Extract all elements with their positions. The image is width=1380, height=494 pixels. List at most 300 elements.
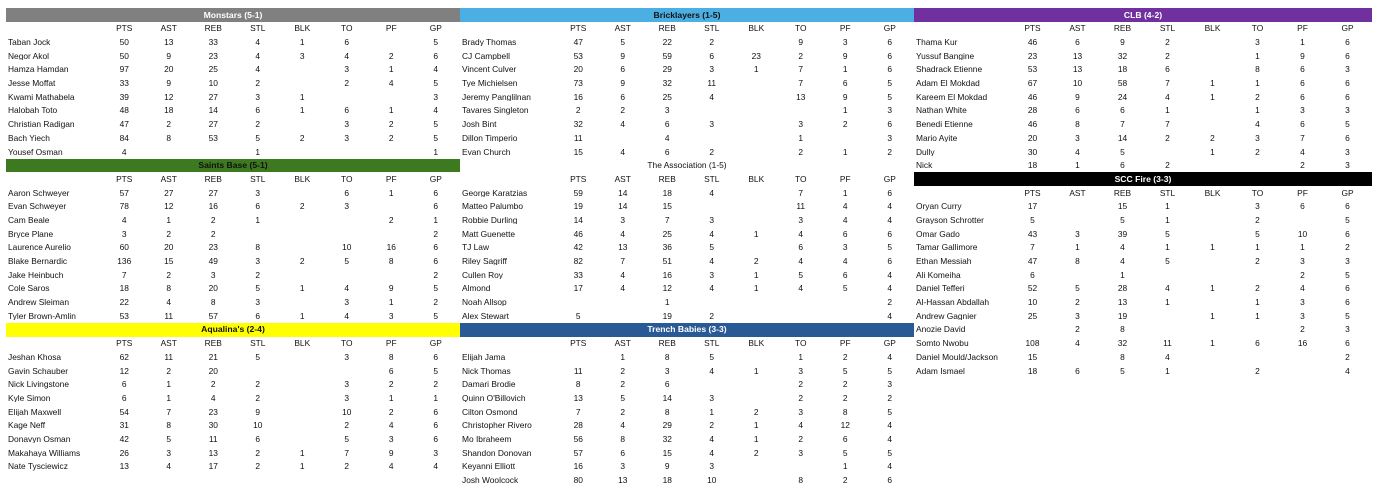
team-section-trench-babies-3-3 (460, 323, 914, 487)
player-row (914, 104, 1372, 118)
stat-blk: 2 (753, 407, 759, 416)
stat-pts: 47 (119, 120, 129, 129)
stat-to: 6 (344, 38, 350, 47)
player-row (460, 419, 914, 433)
team-section-bricklayers-1-5 (460, 8, 914, 159)
stat-to: 4 (798, 284, 804, 293)
player-name: Tyler Brown-Amlin (8, 311, 76, 321)
player-row (460, 254, 914, 268)
player-name: Ali Komeiha (916, 270, 961, 280)
stat-ast: 9 (166, 51, 172, 61)
stat-stl: 5 (255, 133, 261, 143)
stat-blk: 23 (751, 51, 761, 61)
stat-pts: 80 (573, 476, 583, 485)
stat-pf: 1 (388, 188, 394, 197)
stat-pf: 1 (388, 298, 394, 307)
player-row (6, 186, 460, 200)
stat-gp: 6 (433, 243, 439, 252)
stat-reb: 6 (664, 120, 670, 129)
stat-pts: 12 (119, 366, 129, 375)
stat-pts: 7 (575, 407, 581, 416)
player-row (460, 282, 914, 296)
player-row (460, 49, 914, 63)
stat-blk: 1 (753, 270, 759, 280)
header-stl: STL (250, 24, 266, 33)
header-to: TO (795, 339, 807, 348)
stat-to: 3 (1255, 133, 1260, 143)
stat-to: 6 (1255, 339, 1260, 348)
stat-ast: 9 (620, 79, 626, 88)
stat-gp: 3 (1345, 325, 1350, 334)
team-banner (914, 8, 1372, 22)
player-name: Dillon Timperio (462, 133, 518, 143)
stat-stl: 2 (255, 380, 261, 389)
stat-pf: 6 (842, 229, 848, 239)
stat-ast: 14 (618, 188, 628, 197)
player-row (460, 391, 914, 405)
stat-stl: 1 (1165, 215, 1170, 225)
stat-pts: 53 (119, 311, 129, 321)
stat-pts: 97 (119, 65, 129, 74)
stat-pf: 3 (1300, 298, 1305, 307)
stat-header-row (6, 172, 460, 186)
header-gp: GP (429, 24, 442, 33)
stat-reb: 4 (1120, 243, 1125, 252)
stat-reb: 6 (1120, 106, 1125, 115)
stat-pf: 2 (842, 393, 848, 403)
stat-pf: 3 (1300, 257, 1305, 266)
stat-pts: 11 (573, 366, 583, 375)
stat-blk: 1 (753, 65, 759, 74)
player-name: Tavares Singleton (462, 106, 529, 115)
stat-pf: 2 (1300, 161, 1305, 170)
header-pts: PTS (116, 339, 133, 348)
stat-reb: 25 (662, 92, 672, 102)
player-row (460, 350, 914, 364)
player-row (914, 350, 1372, 364)
player-name: Al-Hassan Abdallah (916, 298, 990, 307)
player-row (6, 282, 460, 296)
team-section-scc-fire-3-3 (914, 172, 1372, 377)
stat-ast: 7 (620, 257, 626, 266)
stat-ast: 2 (1075, 298, 1080, 307)
stat-ast: 1 (166, 380, 172, 389)
stat-to: 13 (796, 92, 806, 102)
stat-ast: 3 (1075, 229, 1080, 239)
stat-stl: 1 (1165, 202, 1170, 211)
player-name: Jesse Moffat (8, 79, 56, 88)
stat-pts: 19 (573, 202, 583, 211)
stat-pts: 46 (1027, 38, 1038, 47)
stat-ast: 6 (620, 65, 626, 74)
stat-gp: 2 (433, 380, 439, 389)
stat-pts: 7 (1030, 243, 1035, 252)
stat-pf: 4 (388, 79, 394, 88)
player-row (914, 35, 1372, 49)
stat-pts: 53 (573, 51, 583, 61)
stat-pf: 4 (842, 257, 848, 266)
player-name: Cilton Osmond (462, 407, 518, 416)
stat-stl: 5 (1165, 257, 1170, 266)
stat-pf: 3 (388, 311, 394, 321)
player-row (6, 364, 460, 378)
stat-pf: 2 (388, 120, 394, 129)
stat-to: 10 (342, 407, 352, 416)
stat-gp: 4 (887, 202, 893, 211)
player-name: Blake Bernardic (8, 257, 68, 266)
stat-stl: 5 (255, 284, 261, 293)
player-row (6, 200, 460, 214)
player-name: Keyanni Elliott (462, 462, 516, 471)
player-name: Josh Bint (462, 120, 497, 129)
player-name: Ethan Messiah (916, 257, 972, 266)
stat-pts: 52 (1027, 284, 1038, 293)
player-row (6, 391, 460, 405)
player-row (460, 473, 914, 487)
player-row (6, 268, 460, 282)
stat-stl: 3 (255, 92, 261, 102)
stat-pts: 56 (573, 434, 583, 444)
stat-pts: 13 (573, 393, 583, 403)
stat-pf: 6 (842, 270, 848, 280)
stat-stl: 2 (1165, 51, 1170, 61)
stat-ast: 2 (620, 380, 626, 389)
stat-gp: 6 (1345, 229, 1350, 239)
stat-stl: 4 (255, 51, 261, 61)
header-pts: PTS (116, 24, 133, 33)
stat-gp: 5 (1345, 215, 1350, 225)
stat-ast: 13 (618, 243, 628, 252)
stat-to: 4 (1255, 120, 1260, 129)
stat-reb: 29 (662, 421, 672, 430)
header-ast: AST (614, 174, 631, 184)
team-banner (6, 8, 460, 22)
stat-ast: 20 (164, 65, 174, 74)
stat-pf: 9 (842, 92, 848, 102)
stat-to: 1 (1255, 298, 1260, 307)
player-name: Evan Church (462, 147, 511, 156)
stat-stl: 4 (709, 434, 715, 444)
stat-pf: 3 (842, 38, 848, 47)
stat-blk: 1 (753, 434, 759, 444)
stat-ast: 6 (1075, 366, 1080, 375)
stat-pf: 1 (1300, 38, 1305, 47)
stat-to: 4 (798, 229, 804, 239)
stat-pts: 10 (1027, 298, 1038, 307)
stat-stl: 4 (709, 448, 715, 458)
stat-to: 8 (1255, 65, 1260, 74)
player-row (6, 446, 460, 460)
stat-reb: 8 (664, 352, 670, 362)
stat-pts: 11 (573, 133, 583, 143)
stat-pts: 6 (121, 393, 127, 403)
player-row (6, 131, 460, 145)
stat-pts: 4 (121, 215, 127, 225)
stat-stl: 5 (709, 243, 715, 252)
stat-pf: 5 (842, 366, 848, 375)
stat-gp: 2 (433, 270, 439, 280)
stat-pts: 20 (573, 65, 583, 74)
player-row (914, 268, 1372, 282)
stat-pf: 9 (842, 51, 848, 61)
header-reb: REB (658, 174, 676, 184)
stat-blk: 1 (299, 462, 305, 471)
player-row (6, 90, 460, 104)
header-pf: PF (839, 339, 851, 348)
stat-stl: 1 (1165, 106, 1170, 115)
stat-reb: 23 (208, 243, 218, 252)
stat-to: 2 (1255, 147, 1260, 156)
stat-ast: 8 (1075, 120, 1080, 129)
stat-reb: 2 (210, 229, 216, 239)
stat-to: 3 (798, 215, 804, 225)
stat-reb: 17 (208, 462, 218, 471)
team-name: Saints Base (5-1) (198, 160, 268, 171)
stat-reb: 3 (664, 366, 670, 375)
stat-to: 3 (344, 65, 350, 74)
stat-reb: 23 (208, 51, 218, 61)
stat-ast: 7 (166, 407, 172, 416)
stat-ast: 5 (620, 38, 626, 47)
player-name: Laurence Aurelio (8, 243, 71, 252)
stat-pf: 2 (1300, 270, 1305, 280)
stat-ast: 8 (166, 284, 172, 293)
stat-pf: 7 (1300, 133, 1305, 143)
stat-gp: 6 (433, 352, 439, 362)
stat-reb: 9 (664, 462, 670, 471)
stat-gp: 2 (433, 298, 439, 307)
header-to: TO (341, 174, 353, 184)
stat-ast: 3 (1075, 311, 1080, 321)
player-row (6, 35, 460, 49)
stat-reb: 36 (662, 243, 672, 252)
player-row (6, 432, 460, 446)
header-blk: BLK (294, 339, 311, 348)
stat-to: 7 (798, 79, 804, 88)
team-name: Aqualina's (2-4) (201, 324, 265, 335)
stat-gp: 6 (887, 38, 893, 47)
stat-pf: 1 (842, 462, 848, 471)
stat-reb: 13 (1117, 298, 1128, 307)
stat-ast: 4 (620, 270, 626, 280)
stat-pts: 28 (573, 421, 583, 430)
header-pf: PF (385, 339, 397, 348)
team-section-the-association-1-5 (460, 159, 914, 323)
player-name: Jeshan Khosa (8, 352, 62, 362)
header-stl: STL (704, 339, 720, 348)
player-name: Benedi Etienne (916, 120, 973, 129)
stat-reb: 16 (662, 270, 672, 280)
stat-reb: 53 (208, 133, 218, 143)
stat-gp: 6 (433, 188, 439, 197)
stat-gp: 4 (433, 462, 439, 471)
stat-ast: 9 (620, 51, 626, 61)
header-blk: BLK (748, 174, 765, 184)
stat-pf: 6 (1300, 120, 1305, 129)
stat-pts: 3 (121, 229, 127, 239)
stat-gp: 4 (887, 434, 893, 444)
stat-gp: 6 (1345, 298, 1350, 307)
stat-pf: 1 (388, 106, 394, 115)
stat-stl: 5 (1165, 229, 1170, 239)
stat-gp: 2 (1345, 352, 1350, 362)
stat-ast: 11 (164, 352, 174, 362)
stat-ast: 6 (620, 448, 626, 458)
stat-pf: 1 (842, 188, 848, 197)
stat-ast: 20 (164, 243, 174, 252)
stat-pf: 12 (840, 421, 850, 430)
stat-pf: 1 (1300, 243, 1305, 252)
stat-pts: 47 (573, 38, 583, 47)
player-name: Negor Akol (8, 51, 49, 61)
stat-gp: 3 (1345, 257, 1350, 266)
stat-blk: 1 (299, 284, 305, 293)
stat-gp: 4 (887, 352, 893, 362)
team-section-clb-4-2 (914, 8, 1372, 172)
stat-gp: 6 (1345, 284, 1350, 293)
stat-pts: 25 (1027, 311, 1038, 321)
header-pts: PTS (1024, 24, 1041, 33)
player-row (6, 49, 460, 63)
stat-pf: 3 (842, 243, 848, 252)
header-pf: PF (1297, 24, 1308, 33)
stat-reb: 4 (1120, 257, 1125, 266)
stat-gp: 5 (887, 407, 893, 416)
header-stl: STL (704, 174, 720, 184)
stat-stl: 3 (709, 270, 715, 280)
stat-reb: 32 (1117, 339, 1128, 348)
stat-to: 2 (798, 51, 804, 61)
header-blk: BLK (1204, 188, 1221, 197)
stat-pf: 8 (842, 407, 848, 416)
player-row (6, 254, 460, 268)
stat-stl: 4 (709, 284, 715, 293)
stat-pts: 46 (1027, 92, 1038, 102)
stat-gp: 5 (887, 243, 893, 252)
header-pf: PF (839, 24, 851, 33)
stat-stl: 2 (1165, 38, 1170, 47)
stat-stl: 2 (255, 393, 261, 403)
stat-gp: 4 (887, 462, 893, 471)
header-stl: STL (250, 339, 266, 348)
header-blk: BLK (294, 174, 311, 184)
team-section-aqualina-s-2-4 (6, 323, 460, 474)
player-name: Kage Neff (8, 421, 46, 430)
player-name: Evan Schweyer (8, 202, 67, 211)
stat-pf: 16 (386, 243, 396, 252)
stat-ast: 3 (166, 448, 172, 458)
stat-pts: 59 (573, 188, 583, 197)
player-name: Nathan White (916, 106, 967, 115)
stat-blk: 1 (753, 284, 759, 293)
player-row (460, 90, 914, 104)
header-pts: PTS (570, 339, 587, 348)
stat-pts: 136 (117, 257, 132, 266)
stat-to: 7 (798, 65, 804, 74)
player-name: Cullen Roy (462, 270, 503, 280)
player-row (6, 145, 460, 159)
stat-pts: 39 (119, 92, 129, 102)
stat-to: 2 (798, 380, 804, 389)
stat-to: 2 (798, 434, 804, 444)
stat-reb: 51 (662, 257, 672, 266)
stat-stl: 3 (255, 257, 261, 266)
stat-stl: 2 (255, 270, 261, 280)
stat-stl: 3 (255, 298, 261, 307)
player-name: Damari Brodie (462, 380, 516, 389)
stat-pts: 20 (1027, 133, 1038, 143)
stat-blk: 1 (299, 92, 305, 102)
stat-blk: 1 (1210, 147, 1215, 156)
stat-blk: 2 (299, 257, 305, 266)
player-row (914, 282, 1372, 296)
stat-gp: 5 (433, 79, 439, 88)
stat-stl: 2 (709, 421, 715, 430)
header-pts: PTS (1024, 188, 1041, 197)
stat-gp: 6 (887, 188, 893, 197)
player-name: Grayson Schrotter (916, 215, 984, 225)
player-row (460, 118, 914, 132)
player-name: Josh Woolcock (462, 476, 519, 485)
stat-stl: 3 (709, 393, 715, 403)
stat-pf: 6 (842, 79, 848, 88)
stat-gp: 5 (887, 92, 893, 102)
player-row (914, 131, 1372, 145)
player-name: George Karatzias (462, 188, 528, 197)
player-row (914, 254, 1372, 268)
stat-gp: 3 (887, 133, 893, 143)
stat-gp: 6 (1345, 202, 1350, 211)
stat-to: 3 (1255, 38, 1260, 47)
stat-gp: 1 (433, 215, 439, 225)
player-name: Quinn O'Billovich (462, 393, 526, 403)
team-section-monstars-5-1 (6, 8, 460, 159)
player-row (460, 145, 914, 159)
player-row (460, 405, 914, 419)
stat-pts: 50 (119, 38, 129, 47)
stat-gp: 6 (1345, 133, 1350, 143)
stat-header-row (460, 337, 914, 351)
stat-ast: 6 (1075, 106, 1080, 115)
stat-blk: 1 (1210, 92, 1215, 102)
stat-gp: 6 (887, 229, 893, 239)
stat-pts: 15 (1027, 352, 1038, 362)
stat-stl: 4 (709, 188, 715, 197)
stat-ast: 18 (164, 106, 174, 115)
stat-gp: 5 (433, 366, 439, 375)
player-row (914, 118, 1372, 132)
stat-pts: 4 (121, 147, 127, 156)
stat-reb: 27 (208, 92, 218, 102)
stat-blk: 2 (299, 202, 305, 211)
stat-ast: 8 (166, 421, 172, 430)
stat-to: 3 (798, 407, 804, 416)
stat-ast: 4 (620, 147, 626, 156)
stat-to: 7 (344, 448, 350, 458)
player-name: Matteo Palumbo (462, 202, 523, 211)
stat-to: 2 (344, 462, 350, 471)
stat-reb: 3 (664, 106, 670, 115)
header-gp: GP (883, 339, 896, 348)
stat-pts: 30 (1027, 147, 1038, 156)
team-name: CLB (4-2) (1123, 9, 1163, 20)
player-name: Robbie Durling (462, 215, 518, 225)
stat-pts: 42 (119, 434, 129, 444)
player-name: Nick Thomas (462, 366, 511, 375)
stat-to: 3 (344, 120, 350, 129)
stat-gp: 3 (887, 106, 893, 115)
stat-ast: 12 (164, 202, 174, 211)
